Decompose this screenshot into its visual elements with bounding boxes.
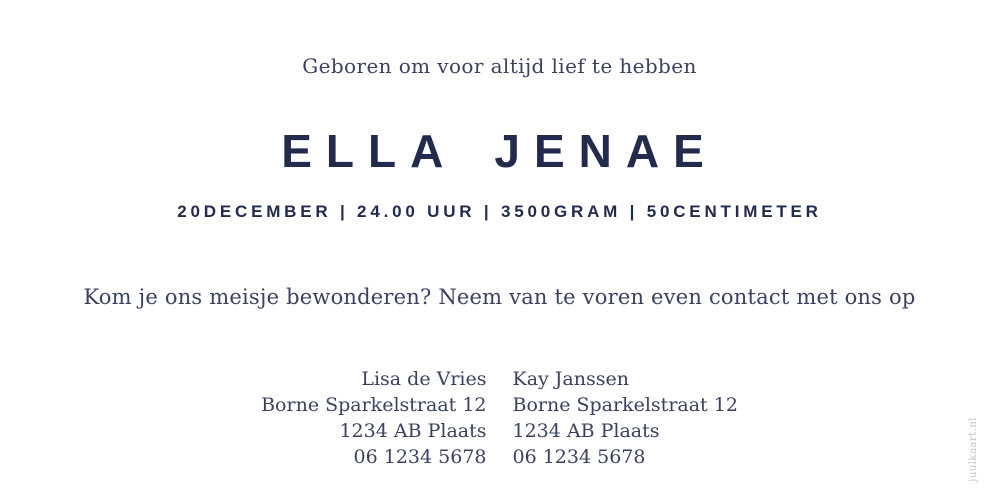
contact-city: 1234 AB Plaats <box>339 420 487 442</box>
contact-street: Borne Sparkelstraat 12 <box>512 394 738 416</box>
contact-phone: 06 1234 5678 <box>353 446 487 468</box>
watermark-site-credit: juulkaart.nl <box>968 417 979 482</box>
contact-block <box>0 366 999 470</box>
contact-name: Lisa de Vries <box>361 368 487 390</box>
invitation-text: Kom je ons meisje bewonderen? Neem van te voren even contact met ons op <box>83 285 916 309</box>
contact-name: Kay Janssen <box>512 368 629 390</box>
contact-card-parent-2 <box>513 366 738 470</box>
baby-name-title: ELLA JENAE <box>281 125 718 177</box>
contact-street: Borne Sparkelstraat 12 <box>261 394 487 416</box>
tagline-text: Geboren om voor altijd lief te hebben <box>302 54 697 78</box>
contact-city: 1234 AB Plaats <box>512 420 660 442</box>
contact-card-parent-1 <box>261 366 486 470</box>
contact-phone: 06 1234 5678 <box>512 446 646 468</box>
birth-details-line: 20DECEMBER | 24.00 UUR | 3500GRAM | 50CENTIMETER <box>177 202 822 221</box>
